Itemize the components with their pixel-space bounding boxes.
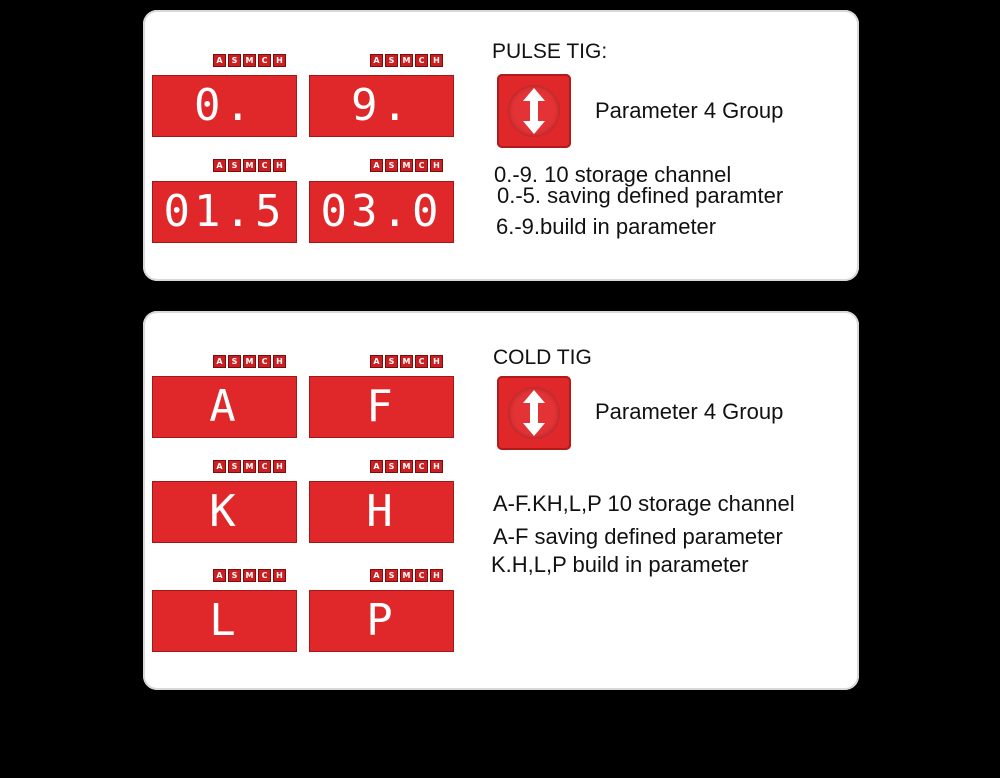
up-down-arrow-icon [497,74,571,148]
up-down-button[interactable] [497,74,571,148]
seg-display: H [309,481,454,543]
seg-display: F [309,376,454,438]
seg-display: P [309,590,454,652]
asm-indicator-row: A S M C H [213,355,286,368]
asm-indicator-row: A S M C H [213,159,286,172]
info-line: 6.-9.build in parameter [496,214,717,239]
asm-indicator-row: A S M C H [213,569,286,582]
seg-display: 9. [309,75,454,137]
asm-indicator-row: A S M C H [370,355,443,368]
parameter-group-label: Parameter 4 Group [595,399,784,424]
asm-indicator-row: A S M C H [213,54,286,67]
up-down-button[interactable] [497,376,571,450]
seg-display: L [152,590,297,652]
pulse-tig-card [143,10,859,281]
up-down-arrow-icon [497,376,571,450]
seg-display: 01.5 [152,181,297,243]
cold-tig-title: COLD TIG [493,346,592,369]
asm-indicator-row: A S M C H [370,569,443,582]
info-line: 0.-9. 10 storage channel [494,162,732,187]
parameter-group-label: Parameter 4 Group [595,98,784,123]
info-line: K.H,L,P build in parameter [491,552,749,577]
info-line: A-F.KH,L,P 10 storage channel [493,491,795,516]
asm-indicator-row: A S M C H [370,460,443,473]
asm-indicator-row: A S M C H [370,159,443,172]
info-line: A-F saving defined parameter [493,524,783,549]
seg-display: A [152,376,297,438]
pulse-tig-title: PULSE TIG: [492,40,608,63]
seg-display: 03.0 [309,181,454,243]
asm-indicator-row: A S M C H [213,460,286,473]
seg-display: 0. [152,75,297,137]
seg-display: K [152,481,297,543]
cold-tig-card [143,311,859,690]
info-line: 0.-5. saving defined paramter [497,183,784,208]
asm-indicator-row: A S M C H [370,54,443,67]
